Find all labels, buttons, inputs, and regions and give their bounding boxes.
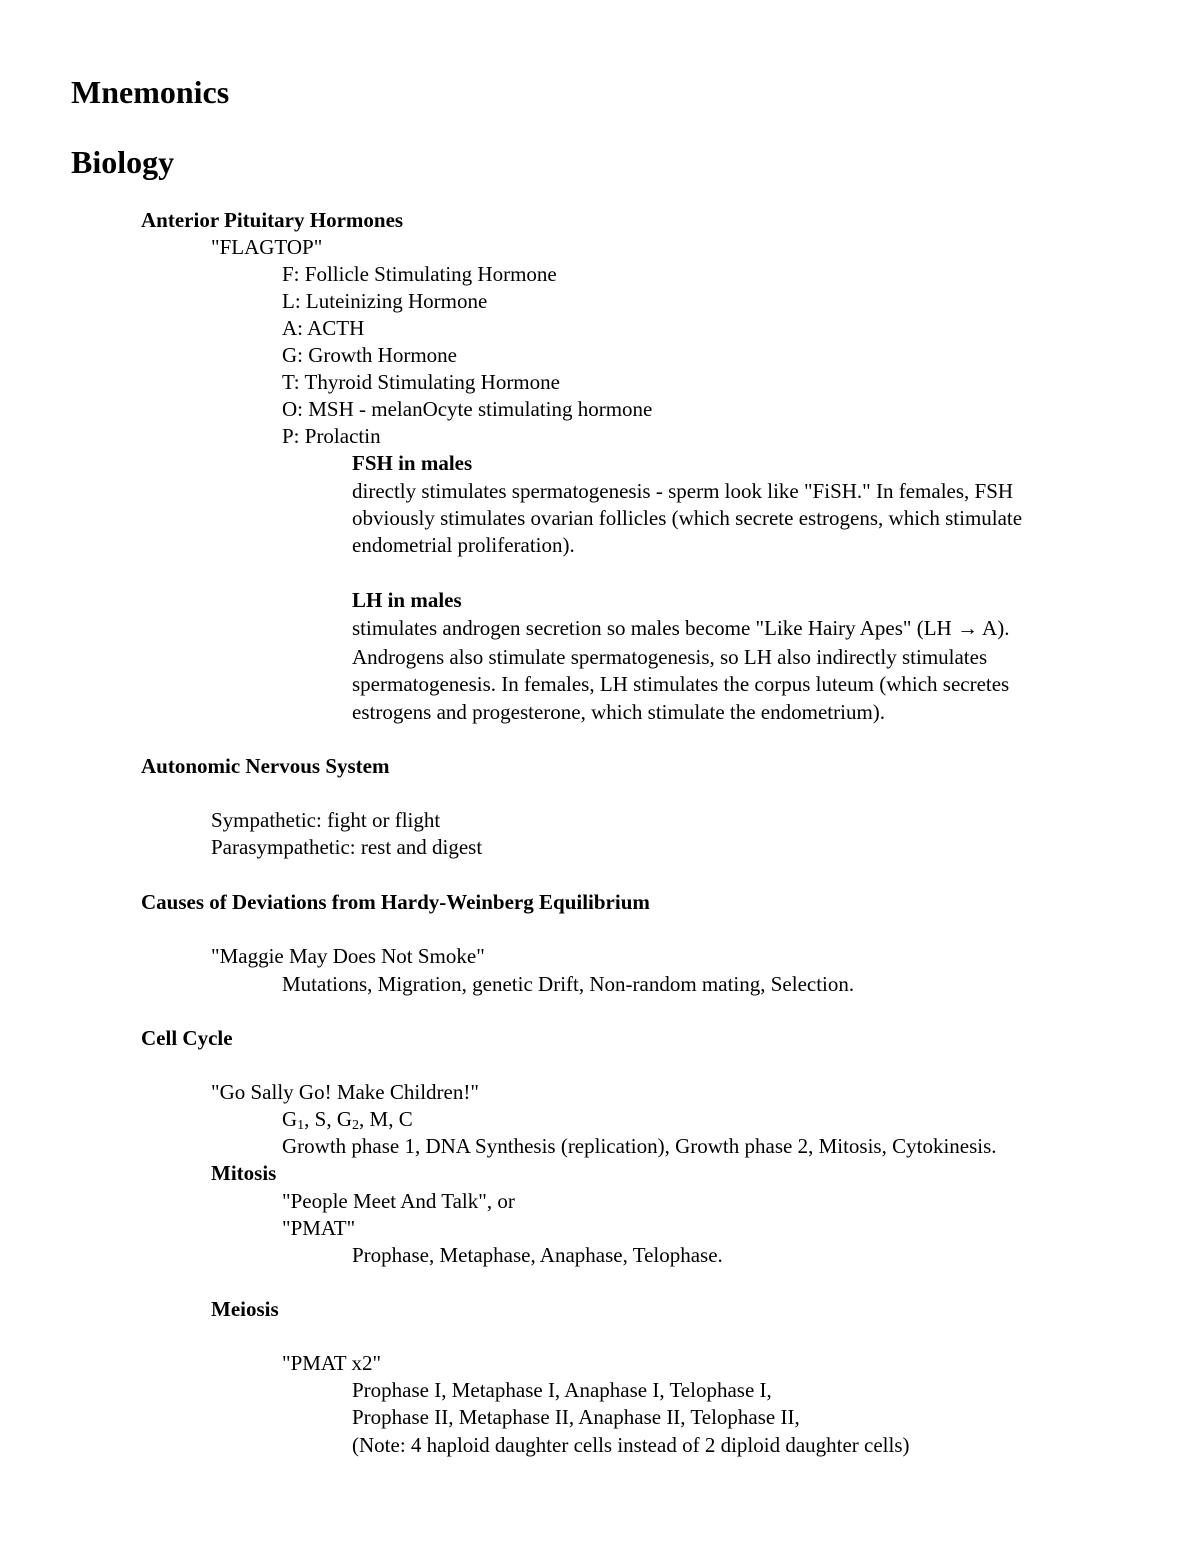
list-item: L: Luteinizing Hormone <box>282 289 488 313</box>
mnemonic: "PMAT x2" <box>282 1351 382 1375</box>
list-item: Parasympathetic: rest and digest <box>211 835 483 859</box>
list-item: T: Thyroid Stimulating Hormone <box>282 370 560 394</box>
subsection-heading: Mitosis <box>211 1161 277 1185</box>
list-item: F: Follicle Stimulating Hormone <box>282 262 557 286</box>
paragraph-line: directly stimulates spermatogenesis - sperm look like "FiSH." In females, FSH <box>352 479 1014 503</box>
paragraph-line: Androgens also stimulate spermatogenesis, so LH also indirectly stimulates <box>352 645 988 669</box>
list-item: A: ACTH <box>282 316 365 340</box>
subsection-heading: Meiosis <box>211 1297 279 1321</box>
mnemonic-expansion: Growth phase 1, DNA Synthesis (replication), Growth phase 2, Mitosis, Cytokinesis. <box>282 1134 997 1158</box>
list-item: O: MSH - melanOcyte stimulating hormone <box>282 397 653 421</box>
mnemonic: "Maggie May Does Not Smoke" <box>211 944 485 968</box>
section-heading: Autonomic Nervous System <box>141 754 390 778</box>
list-item: P: Prolactin <box>282 424 381 448</box>
paragraph-line: obviously stimulates ovarian follicles (which secrete estrogens, which stimulate <box>352 506 1023 530</box>
paragraph-line: endometrial proliferation). <box>352 533 575 557</box>
mnemonic: "Go Sally Go! Make Children!" <box>211 1080 479 1104</box>
paragraph-line: (Note: 4 haploid daughter cells instead of 2 diploid daughter cells) <box>352 1433 910 1457</box>
mnemonic-expansion: Mutations, Migration, genetic Drift, Non-random mating, Selection. <box>282 972 855 996</box>
section-heading: Anterior Pituitary Hormones <box>141 208 404 232</box>
mnemonic: "FLAGTOP" <box>211 235 323 259</box>
mnemonic-expansion: Prophase, Metaphase, Anaphase, Telophase. <box>352 1243 723 1267</box>
paragraph-line: spermatogenesis. In females, LH stimulates the corpus luteum (which secretes <box>352 672 1010 696</box>
cell-cycle-phases: $G_1$, S, $G_2$, M, C <box>282 1107 413 1133</box>
list-item: G: Growth Hormone <box>282 343 457 367</box>
paragraph-line: Prophase II, Metaphase II, Anaphase II, Telophase II, <box>352 1405 800 1429</box>
subsection-heading: FSH in males <box>352 451 473 475</box>
subsection-heading: LH in males <box>352 588 462 612</box>
subject-heading: Biology <box>71 144 175 180</box>
paragraph-line: Prophase I, Metaphase I, Anaphase I, Telophase I, <box>352 1378 772 1402</box>
page-title: Mnemonics <box>71 74 230 110</box>
list-item: Sympathetic: fight or flight <box>211 808 441 832</box>
mnemonic: "People Meet And Talk", or <box>282 1189 515 1213</box>
paragraph-line: estrogens and progesterone, which stimulate the endometrium). <box>352 700 886 724</box>
section-heading: Causes of Deviations from Hardy-Weinberg Equilibrium <box>141 890 650 914</box>
mnemonic: "PMAT" <box>282 1216 356 1240</box>
paragraph-line: stimulates androgen secretion so males become "Like Hairy Apes" (LH → A). <box>352 616 1010 640</box>
section-heading: Cell Cycle <box>141 1026 233 1050</box>
